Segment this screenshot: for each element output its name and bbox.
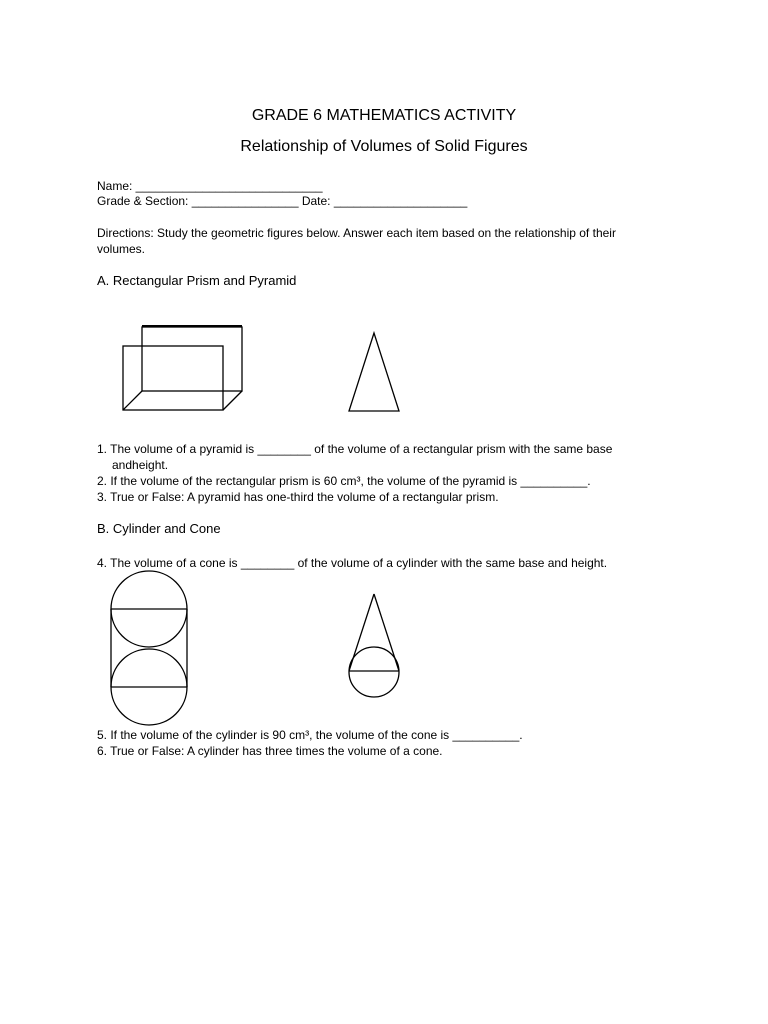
section-b-heading: B. Cylinder and Cone xyxy=(97,521,221,536)
section-a-heading: A. Rectangular Prism and Pyramid xyxy=(97,273,297,288)
directions-line-1: Directions: Study the geometric figures below. Answer each item based on the relationship of their xyxy=(97,226,616,240)
prism-edge xyxy=(123,391,142,410)
rectangular-prism-figure xyxy=(115,320,250,418)
question-3: 3. True or False: A pyramid has one-third the volume of a rectangular prism. xyxy=(97,490,499,504)
directions-line-2: volumes. xyxy=(97,242,146,256)
prism-edge xyxy=(223,391,242,410)
cone-base-circle xyxy=(349,647,399,697)
question-5: 5. If the volume of the cylinder is 90 cm³, the volume of the cone is __________. xyxy=(97,728,523,742)
question-6: 6. True or False: A cylinder has three times the volume of a cone. xyxy=(97,744,443,758)
question-4: 4. The volume of a cone is ________ of the volume of a cylinder with the same base and height. xyxy=(97,556,608,570)
pyramid-figure xyxy=(343,327,405,415)
grade-section-date-field: Grade & Section: ________________ Date: ____________________ xyxy=(97,194,468,208)
question-1-line-2: andheight. xyxy=(112,458,169,472)
name-field: Name: ____________________________ xyxy=(97,179,323,193)
question-1-line-1: 1. The volume of a pyramid is ________ of the volume of a rectangular prism with the same base xyxy=(97,442,613,456)
worksheet-title: GRADE 6 MATHEMATICS ACTIVITY xyxy=(251,107,517,124)
cylinder-figure xyxy=(105,566,195,730)
prism-back-face xyxy=(142,327,242,391)
prism-front-face xyxy=(123,346,223,410)
question-2: 2. If the volume of the rectangular prism is 60 cm³, the volume of the pyramid is __________. xyxy=(97,474,591,488)
pyramid-outline xyxy=(349,333,399,411)
cone-figure xyxy=(343,588,405,700)
worksheet-subtitle: Relationship of Volumes of Solid Figures xyxy=(240,138,528,155)
